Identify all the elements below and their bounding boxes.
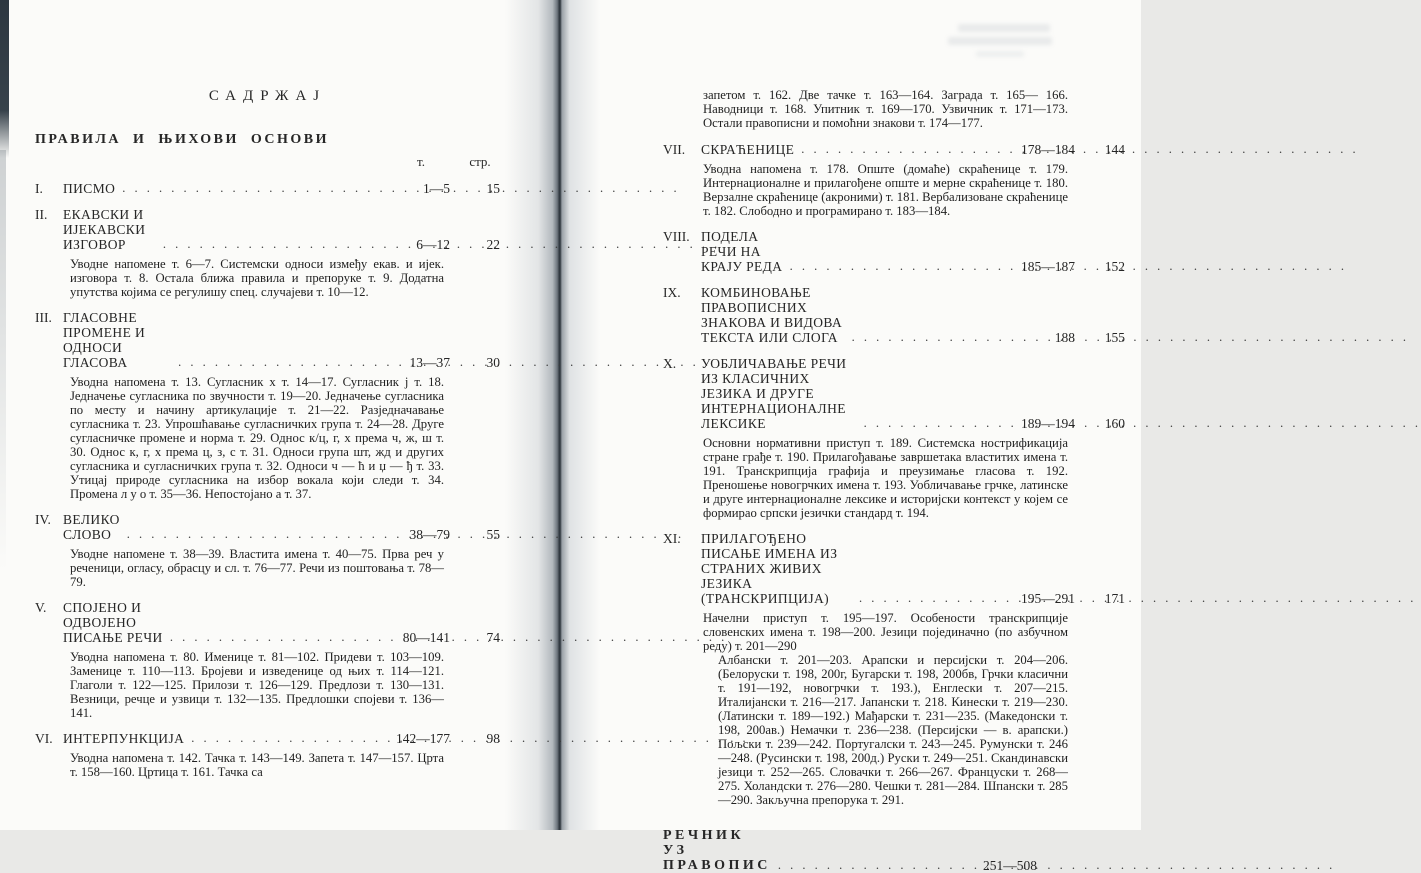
entry-description: Уводна напомена т. 142. Тачка т. 143—149. Запета т. 147—157. Црта т. 158—160. Цртица т. 161. Тачка са bbox=[70, 751, 444, 779]
dot-leader bbox=[122, 181, 385, 196]
entry-item-range: 13—37 bbox=[409, 355, 450, 370]
entry-item-range: 38—79 bbox=[409, 527, 450, 542]
entry-title: VI. ИНТЕРПУНКЦИЈА bbox=[35, 731, 185, 746]
dot-leader bbox=[852, 330, 1010, 345]
entry-numeral: IV. bbox=[35, 512, 51, 527]
toc-entry-uoblicavanje bbox=[663, 356, 1125, 520]
dot-leader bbox=[778, 858, 960, 873]
entry-title: IV. ВЕЛИКО СЛОВО bbox=[35, 512, 120, 542]
faint-library-stamp bbox=[948, 22, 1058, 68]
entry-numeral: VII. bbox=[663, 141, 686, 157]
entry-numeral: III. bbox=[35, 310, 52, 325]
entry-numeral: I. bbox=[35, 181, 43, 196]
entry-item-range: 80—141 bbox=[402, 630, 450, 645]
entry-page-number: 30 bbox=[486, 355, 500, 370]
entry-title: X. УОБЛИЧАВАЊЕ РЕЧИ ИЗ КЛАСИЧНИХ ЈЕЗИКА И ДРУГЕ ИНТЕРНАЦИОНАЛНЕ ЛЕКСИКЕ bbox=[663, 355, 847, 431]
entry-item-range: 188 bbox=[1054, 329, 1075, 345]
entry-description: Основни нормативни приступ т. 189. Системска нострификација стране грађе т. 190. Прилагођавање завршетака властитих имена т. 191. Транскрипција графија и преузимање гласова т. 192. Преношење новогрчких имена т. 193. Уобличавање грчке, латинске и друге интернационалне лексике и историјски контекст у којем се формирао српски језички стандард т. 194. bbox=[703, 435, 1068, 520]
entry-item-range: 6—12 bbox=[416, 237, 450, 252]
entry-description: Уводна напомена т. 178. Опште (домаће) скраћенице т. 179. Интернационалне и прилагођене опште и мерне скраћенице т. 180. Верзалне скраћенице (акроними) т. 181. Вербализоване скраћенице т. 182. Слободно и програмирано т. 183—184. bbox=[703, 161, 1068, 218]
entry-description: Начелни приступ т. 195—197. Особености транскрипције словенских имена т. 198—200. Језици појединачно (по азбучном реду) т. 201—290 bbox=[703, 610, 1068, 653]
entry-description: Уводне напомене т. 38—39. Властита имена т. 40—75. Прва реч у реченици, огласу, обрасцу и сл. т. 76—77. Речи из поштовања т. 78—79. bbox=[70, 547, 444, 589]
toc-entry-recnik bbox=[663, 828, 1125, 873]
entry-title: РЕЧНИК УЗ ПРАВОПИС bbox=[663, 827, 771, 873]
scan-edge-shadow bbox=[0, 0, 9, 158]
dot-leader bbox=[864, 416, 1010, 431]
interpunkcija-continuation: запетом т. 162. Две тачке т. 163—164. Заграда т. 165— 166. Наводници т. 168. Упитник т. 169—170. Узвичник т. 171—173. Остали правописни и помоћни знакови т. 174—177. bbox=[703, 88, 1068, 131]
toc-entry-kombinovanje bbox=[663, 285, 1125, 345]
column-header-page: стр. bbox=[469, 154, 491, 169]
toc-entry-podela-reci bbox=[663, 229, 1125, 274]
entry-title: III. ГЛАСОВНЕ ПРОМЕНЕ И ОДНОСИ ГЛАСОВА bbox=[35, 310, 146, 370]
entry-page-number: 55 bbox=[486, 527, 500, 542]
entry-page-number: 155 bbox=[1104, 329, 1125, 345]
entry-page-number: 144 bbox=[1104, 141, 1125, 157]
toc-entry-transkripcija bbox=[663, 531, 1125, 807]
entry-numeral: IX. bbox=[663, 284, 681, 300]
entry-item-range: 185—187 bbox=[1021, 258, 1075, 274]
dot-leader bbox=[178, 355, 385, 370]
entry-description: Уводна напомена т. 80. Именице т. 81—102. Придеви т. 103—109. Заменице т. 110—113. Бројеви и изведенице од њих т. 114—121. Глаголи т. 122—125. Прилози т. 126—129. Предлози т. 130—131. Везници, речце и узвици т. 132—135. Предлошки спојеви т. 136—141. bbox=[70, 650, 444, 720]
entry-description: Уводне напомене т. 6—7. Системски односи између екав. и ијек. изговора т. 8. Остала ближа правила и препоруке т. 9. Додатна упутства којима се регулишу спец. случајеви т. 10—12. bbox=[70, 257, 444, 299]
entry-language-list: Албански т. 201—203. Арапски и персијски т. 204—206. (Белоруски т. 198, 200г, Бугарски т. 198, 200бв, Грчки класични т. 191—192, новогрчки т. 193.), Енглески т. 207—215. Италијански т. 216—217. Јапански т. 218. Кинески т. 219—230. (Латински т. 189—192.) Мађарски т. 231—235. (Македонски т. 198, 200ав.) Немачки т. 236—238. (Персијски — в. арапски.) Пољски т. 239—242. Португалски т. 243—245. Румунски т. 246—248. (Русински т. 198, 200д.) Руски т. 249—251. Скандинавски језици т. 252—265. Словачки т. 266—267. Француски т. 268—275. Холандски т. 276—280. Чешки т. 281—284. Шпански т. 285—290. Закључна препорука т. 291. bbox=[718, 652, 1068, 807]
left-page bbox=[35, 88, 500, 779]
entry-item-range: 251—508 bbox=[983, 857, 1037, 873]
toc-entry-veliko-slovo bbox=[35, 512, 500, 589]
dot-leader bbox=[801, 142, 1010, 157]
entry-title: IX. КОМБИНОВАЊЕ ПРАВОПИСНИХ ЗНАКОВА И ВИДОВА ТЕКСТА ИЛИ СЛОГА bbox=[663, 284, 843, 345]
entry-title: V. СПОЈЕНО И ОДВОЈЕНО ПИСАЊЕ РЕЧИ bbox=[35, 600, 163, 645]
column-header-items: т. bbox=[417, 154, 425, 169]
dot-leader bbox=[191, 731, 385, 746]
toc-entry-pismo bbox=[35, 181, 500, 196]
part-heading: ПРАВИЛА И ЊИХОВИ ОСНОВИ bbox=[35, 132, 330, 147]
entry-item-range: 142—177 bbox=[396, 731, 450, 746]
entry-title: I. ПИСМО bbox=[35, 181, 116, 196]
entry-numeral: VIII. bbox=[663, 228, 690, 244]
entry-title: II. ЕКАВСКИ И ИЈЕКАВСКИ ИЗГОВОР bbox=[35, 207, 146, 252]
entry-item-range: 178—184 bbox=[1021, 141, 1075, 157]
contents-title: САДРЖАЈ bbox=[208, 88, 327, 104]
entry-item-range: 189—194 bbox=[1021, 415, 1075, 431]
entry-page-number: 22 bbox=[486, 237, 500, 252]
entry-title: VIII. ПОДЕЛА РЕЧИ НА КРАЈУ РЕДА bbox=[663, 228, 783, 274]
dot-leader bbox=[859, 591, 1010, 606]
scan-edge-shadow-soft bbox=[0, 150, 6, 570]
dot-leader bbox=[790, 259, 1010, 274]
toc-entry-glasovne-promene bbox=[35, 310, 500, 501]
dot-leader bbox=[127, 527, 385, 542]
toc-entry-izgovor bbox=[35, 207, 500, 299]
column-headers bbox=[35, 154, 500, 170]
entry-title: XI. ПРИЛАГОЂЕНО ПИСАЊЕ ИМЕНА ИЗ СТРАНИХ ЖИВИХ ЈЕЗИКА (ТРАНСКРИПЦИЈА) bbox=[663, 530, 838, 606]
entry-numeral: XI. bbox=[663, 530, 681, 546]
right-page bbox=[663, 88, 1125, 873]
entry-item-range: 195—291 bbox=[1021, 590, 1075, 606]
entry-page-number: 15 bbox=[486, 181, 500, 196]
toc-entry-skracenice bbox=[663, 142, 1125, 218]
entry-page-number: 171 bbox=[1104, 590, 1125, 606]
entry-page-number: 74 bbox=[486, 630, 500, 645]
toc-entry-spojeno-pisanje bbox=[35, 600, 500, 720]
entry-title: VII. СКРАЋЕНИЦЕ bbox=[663, 141, 795, 157]
dot-leader bbox=[170, 630, 385, 645]
entry-page-number: 152 bbox=[1104, 258, 1125, 274]
entry-numeral: II. bbox=[35, 207, 48, 222]
entry-item-range: 1—5 bbox=[423, 181, 450, 196]
entry-description: Уводна напомена т. 13. Сугласник х т. 14—17. Сугласник ј т. 18. Једначење сугласника по звучности т. 19—20. Једначење сугласника по месту и начину артикулације т. 21—22. Разједначавање сугласника т. 23. Упрошћавање сугласничких група т. 24—28. Друге сугласничке промене и норма т. 29. Однос к/ц, г, х према ч, ж, ш т. 30. Однос к, г, х према ц, з, с т. 31. Односи група шт, жд и других сугласника и сугласничких група т. 32. Односи ч — ћ и џ — ђ т. 33. Утицај природе сугласника на избор вокала који следи т. 34. Промена л у о т. 35—36. Непостојано а т. 37. bbox=[70, 375, 444, 501]
entry-numeral: VI. bbox=[35, 731, 53, 746]
page-gutter bbox=[505, 0, 600, 830]
entry-page-number: 98 bbox=[486, 731, 500, 746]
dot-leader bbox=[163, 237, 385, 252]
toc-entry-interpunkcija bbox=[35, 731, 500, 779]
entry-numeral: V. bbox=[35, 600, 47, 615]
entry-numeral: X. bbox=[663, 355, 677, 371]
entry-page-number: 160 bbox=[1104, 415, 1125, 431]
